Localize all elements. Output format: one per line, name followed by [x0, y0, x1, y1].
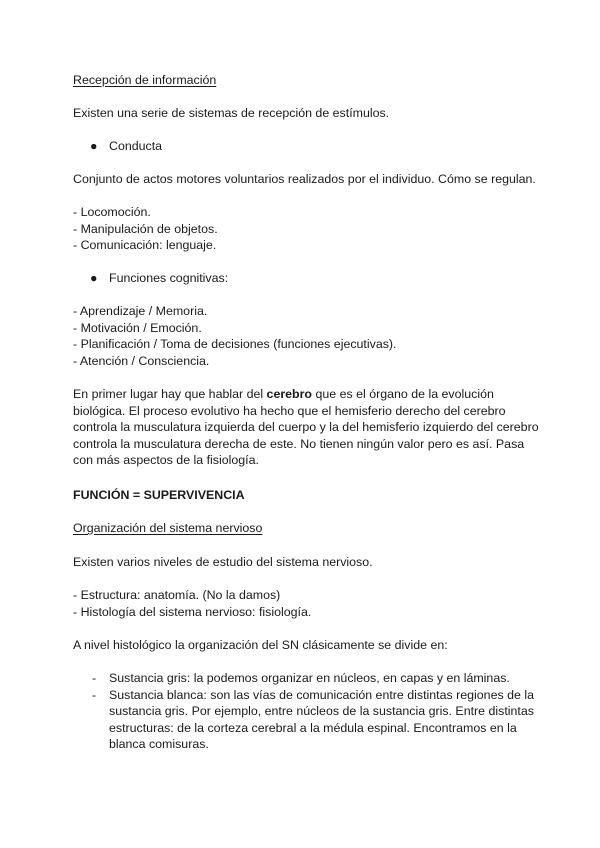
bullet-conducta: Conducta — [109, 139, 163, 153]
paragraph-cerebro-line: con más aspectos de la fisiología. — [73, 453, 259, 467]
dash-marker: - — [92, 671, 97, 685]
paragraph-cerebro-line: controla la musculatura derecha de este. No tienen ningún valor pero es así. Pasa — [73, 436, 525, 451]
text-run: que es el órgano de la evolución — [312, 387, 494, 401]
list-item: - Aprendizaje / Memoria. — [73, 304, 208, 318]
list-item: - Histología del sistema nervioso: fisiología. — [73, 604, 312, 619]
dash-item-sustancia-gris: Sustancia gris: la podemos organizar en núcleos, en capas y en láminas. — [109, 671, 510, 685]
list-item: - Motivación / Emoción. — [73, 320, 202, 335]
dash-item-sustancia-blanca-line: sustancia gris. Por ejemplo, entre núcleos de la sustancia gris. Entre distintas — [109, 704, 534, 718]
paragraph-niveles: Existen varios niveles de estudio del sistema nervioso. — [73, 555, 373, 569]
dash-item-sustancia-blanca-line: estructuras: de la corteza cerebral a la médula espinal. Encontramos en la — [109, 720, 517, 735]
section-heading-recepcion: Recepción de información — [73, 73, 217, 87]
list-item: - Manipulación de objetos. — [73, 221, 218, 236]
list-item: - Planificación / Toma de decisiones (funciones ejecutivas). — [73, 337, 397, 351]
list-item: - Comunicación: lenguaje. — [73, 238, 217, 252]
paragraph-histologico: A nivel histológico la organización del SN clásicamente se divide en: — [73, 638, 448, 652]
paragraph-cerebro-line: biológica. El proceso evolutivo ha hecho que el hemisferio derecho del cerebro — [73, 403, 506, 418]
dash-item-sustancia-blanca-line: blanca comisuras. — [109, 737, 209, 751]
bold-term-cerebro: cerebro — [266, 387, 313, 401]
list-item: - Estructura: anatomía. (No la damos) — [73, 588, 281, 602]
list-item: - Atención / Consciencia. — [73, 353, 210, 368]
paragraph-intro: Existen una serie de sistemas de recepción de estímulos. — [73, 106, 390, 120]
bullet-funciones-cognitivas: Funciones cognitivas: — [109, 271, 229, 285]
bullet-marker: ● — [90, 139, 98, 153]
paragraph-cerebro-line: controla la musculatura izquierda del cuerpo y la del hemisferio izquierdo del cerebro — [73, 420, 539, 434]
paragraph-cerebro-line — [73, 386, 494, 403]
bullet-marker: ● — [90, 271, 98, 285]
bold-heading-funcion: FUNCIÓN = SUPERVIVENCIA — [73, 488, 245, 502]
text-run: En primer lugar hay que hablar del — [73, 387, 267, 401]
paragraph-conducta: Conjunto de actos motores voluntarios realizados por el individuo. Cómo se regulan. — [73, 172, 536, 186]
section-heading-organizacion: Organización del sistema nervioso — [73, 521, 263, 535]
list-item: - Locomoción. — [73, 205, 151, 219]
dash-item-sustancia-blanca-line: Sustancia blanca: son las vías de comunicación entre distintas regiones de la — [109, 687, 534, 702]
dash-marker: - — [92, 687, 97, 702]
